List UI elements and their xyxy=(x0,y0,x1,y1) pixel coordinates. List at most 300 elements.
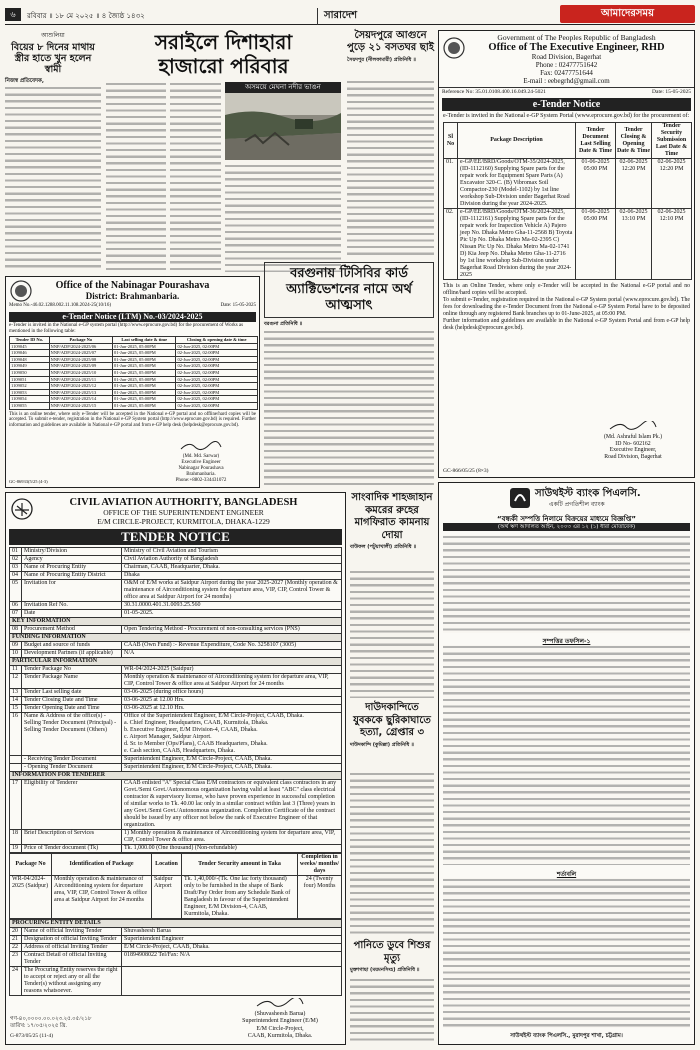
story-byline: বরগুনা প্রতিনিধি ॥ xyxy=(264,321,303,327)
story-headline: বিয়ের ৮ দিনের মাথায় স্ত্রীর হাতে খুন হলেন স্বামী xyxy=(11,42,95,75)
ad-office: OFFICE OF THE SUPERINTENDENT ENGINEER xyxy=(103,508,264,517)
cell-field: Tender Opening Date and Time xyxy=(22,705,122,713)
table-cell: 01-Jun-2025, 05:00PM xyxy=(113,350,176,357)
cell-field: Tender Package Name xyxy=(22,674,122,689)
story-body-mid xyxy=(170,82,221,272)
col-location: Location xyxy=(152,854,182,876)
table-cell: 1109046 xyxy=(10,350,50,357)
cell-value: Superintendent Engineer xyxy=(122,936,342,944)
table-row xyxy=(10,876,342,919)
table-row xyxy=(444,159,692,209)
cell-field: - Opening Tender Document xyxy=(22,764,122,772)
table-cell: 01-Jun-2025, 05:00PM xyxy=(113,363,176,370)
cell-no: 20 xyxy=(10,928,22,936)
col-header: Last selling date & time xyxy=(113,337,176,344)
cell-value: E/M Circle-Project, CAAB, Dhaka. xyxy=(122,944,342,952)
signer-id: ID No- 602162 xyxy=(615,440,651,447)
ad-gd-number: GC-866/05/25 (8×3) xyxy=(443,468,489,474)
table-row xyxy=(10,548,342,556)
table-cell: 02-Jun-2025, 02:00PM xyxy=(176,383,258,390)
story-headline-line-1: সরাইলে দিশাহারা xyxy=(154,30,293,54)
section-row xyxy=(10,634,342,642)
cell-no: 04 xyxy=(10,572,22,580)
ad-tender-table xyxy=(443,122,692,280)
story-body-right xyxy=(225,164,341,272)
cell-security: 02-06-2025 12:10 PM xyxy=(652,209,692,280)
cell-field: Date xyxy=(22,610,122,618)
story-body xyxy=(350,978,434,1045)
ad-footer-text: This is an online tender, where only e-Tender will be accepted in the National e-GP portal and no offline/hard copies will be accepted. To submit e-tender, registration in the National e-GP System portal (http://www.eprocure.gov.bd) is required. Further information and guidelines are available in National e-GP portal and from e-GP help desk (helpdesk@eprocure.gov.bd). xyxy=(9,411,256,429)
story-tcb xyxy=(264,262,434,488)
col-identification: Identification of Package xyxy=(52,854,152,876)
section-row xyxy=(10,772,342,780)
cell-completion: 24 (Twenty four) Months xyxy=(298,876,342,919)
story-drown xyxy=(350,940,434,1045)
cell-closing: 02-06-2025 12:20 PM xyxy=(616,159,652,209)
notice-body-2 xyxy=(443,645,690,865)
table-header xyxy=(10,337,258,344)
cell-value: Open Tendering Method - Procurement of non-consulting services (PNS) xyxy=(122,626,342,634)
table-row xyxy=(10,705,342,713)
ad-org-name: CIVIL AVIATION AUTHORITY, BANGLADESH xyxy=(69,497,298,508)
cell-value: Office of the Superintendent Engineer, E/M Circle-Project, CAAB, Dhaka. a. Chief Engineer, Headquarters, CAAB, Kurmitola, Dhaka. b. Executive Engineer, E/M Division-4, CAAB, Dhaka. c. Airport Manager, Saidpur Airport. d. Sr. to Member (Ops/Plans), CAAB Headquarters, Dhaka. e. Cash section, CAAB, Headquarters, Dhaka. xyxy=(122,713,342,756)
table-cell: 01-Jun-2025, 05:00PM xyxy=(113,396,176,403)
signer-name: (Md. Ashraful Islam Pk.) xyxy=(603,433,663,440)
section-name: সারাদেশ xyxy=(317,8,357,25)
table-row xyxy=(10,845,342,853)
table-cell: 1109049 xyxy=(10,363,50,370)
table-cell: 01-Jun-2025, 05:00PM xyxy=(113,376,176,383)
cell-no: 09 xyxy=(10,642,22,650)
cell-value: Dhaka xyxy=(122,572,342,580)
ad-division: Road Division, Bagerhat xyxy=(531,53,602,61)
ad-caab xyxy=(5,492,346,1045)
cell-field: Budget and source of funds xyxy=(22,642,122,650)
table-row xyxy=(10,402,258,409)
cell-sl: 02. xyxy=(444,209,458,280)
ad-title: e-Tender Notice xyxy=(442,98,691,111)
table-cell: 1109050 xyxy=(10,369,50,376)
cell-value: Superintendent Engineer, E/M Circle-Project, CAAB, Dhaka. xyxy=(122,764,342,772)
table-cell: 01-Jun-2025, 05:00PM xyxy=(113,343,176,350)
story-headline: পানিতে ডুবে শিশুর মৃত্যু xyxy=(353,940,431,964)
section-heading: FUNDING INFORMATION xyxy=(10,634,342,642)
table-row xyxy=(10,572,342,580)
section-heading: INFORMATION FOR TENDERER xyxy=(10,772,342,780)
cell-value: Ministry of Civil Aviation and Tourism xyxy=(122,548,342,556)
table-row xyxy=(10,650,342,658)
cell-no xyxy=(10,764,22,772)
signer-title: Executive Engineer xyxy=(181,460,221,465)
cell-value: Superintendent Engineer, E/M Circle-Project, CAAB, Dhaka. xyxy=(122,756,342,764)
ad-phone: Phone : 02477751642 xyxy=(535,61,598,69)
caab-logo-icon xyxy=(11,498,33,520)
table-row xyxy=(10,642,342,650)
ad-signature-block xyxy=(578,421,688,461)
gd-line-2: তারিখ: ১৭/০৫/২০২৫ খ্রি. xyxy=(10,1023,67,1029)
table-cell: NNP/ADP/2024-2025/10 xyxy=(49,369,112,376)
cell-value: 03-06-2025 at 12.10 Hrs. xyxy=(122,705,342,713)
ref-date: Date: 15-05-2025 xyxy=(652,89,691,95)
procuring-table xyxy=(9,919,342,996)
ad-intro: e-Tender is invited in the National e-GP System Portal (www.eprocure.gov.bd) for the procurement of: xyxy=(443,113,690,119)
table-row xyxy=(10,396,258,403)
cell-no: 01 xyxy=(10,548,22,556)
section-row xyxy=(10,920,342,928)
story-sarail xyxy=(106,30,341,272)
col-security: Tender Security amount in Taka xyxy=(182,854,298,876)
cell-value: Chairman, CAAB, Headquarter, Dhaka. xyxy=(122,564,342,572)
ad-gd-block xyxy=(10,1016,92,1040)
story-journalist xyxy=(350,492,434,698)
table-cell: 01-Jun-2025, 05:00PM xyxy=(113,402,176,409)
ad-title: TENDER NOTICE xyxy=(9,529,342,545)
cell-no: 18 xyxy=(10,830,22,845)
col-header: Tender ID No. xyxy=(10,337,50,344)
cell-no: 06 xyxy=(10,602,22,610)
package-table xyxy=(9,853,342,919)
cell-field: Tender Package No xyxy=(22,666,122,674)
cell-value: O&M of E/M works at Saidpur Airport during the year 2025-2027 (Monthly operation & maintenance of Airconditioning system for departure area, VIP, CIP, Control Tower & office area at Saidpur Airport for 24 months) xyxy=(122,580,342,602)
cell-no: 03 xyxy=(10,564,22,572)
table-cell: 02-Jun-2025, 02:00PM xyxy=(176,389,258,396)
table-row xyxy=(10,350,258,357)
table-cell: 02-Jun-2025, 02:00PM xyxy=(176,363,258,370)
cell-value: CAAB enlisted "A" Special Class E/M contractors or equivalent class contractors in any Govt./Semi Govt./Autonomous organization having valid at least "ABC" class electrical contractor & supervisory license, who have proven experience in successful completion of similar works to Tk. 40.00 lac only in a similar contract within last 3 (Three) years in any Govt./Semi Govt./Autonomous organization. Completion Certificate of the contract should be issued by any officer not below the rank of Executive Engineer of that organization. xyxy=(122,780,342,830)
cell-field: - Receiving Tender Document xyxy=(22,756,122,764)
notice-footer: সাউথইস্ট ব্যাংক পিএলসি., মুরাদপুর শাখা, চট্টগ্রাম। xyxy=(510,1033,623,1039)
cell-value: 01894908022 Tel/Fax: N/A xyxy=(122,952,342,967)
cell-value: Shuvasheesh Barua xyxy=(122,928,342,936)
cell-no: 08 xyxy=(10,626,22,634)
table-row xyxy=(10,830,342,845)
story-headline: দাউদকান্দিতে যুবককে ছুরিকাঘাতে হত্যা, গ্রেপ্তার ৩ xyxy=(353,702,431,738)
memo-number: Memo No.-46.02.1288.002.11.108.2024-25(10/16) xyxy=(9,303,112,308)
table-row xyxy=(10,952,342,967)
table-cell: 01-Jun-2025, 05:00PM xyxy=(113,369,176,376)
cell-no xyxy=(10,756,22,764)
cell-desc: e-GP/EE/BRD/Goods/OTM-35/2024-2025, (ID-1112160) Supplying Spare parts for the repair work for Equipment Spare Parts (A) Excavator 320-C. (B) Vibromax Soil Compactor-230 (Model-1102) by 1st line workshop Sub-Division under Bagerhat Road Division during the year 2024-2025. xyxy=(458,159,576,209)
cell-field: Eligibility of Tenderer xyxy=(22,780,122,830)
table-cell: NNP/ADP/2024-2025/14 xyxy=(49,396,112,403)
cell-no: 05 xyxy=(10,580,22,602)
cell-location: Saidpur Airport xyxy=(152,876,182,919)
page-number: ৬ xyxy=(5,8,21,21)
table-row xyxy=(10,564,342,572)
cell-field: Address of official Inviting Tender xyxy=(22,944,122,952)
cell-field: Procurement Method xyxy=(22,626,122,634)
story-body xyxy=(350,570,434,698)
notice-body-1 xyxy=(443,535,690,633)
table-row xyxy=(10,376,258,383)
table-cell: 1109054 xyxy=(10,396,50,403)
table-cell: 1109045 xyxy=(10,343,50,350)
cell-value: Tk. 1,000.00 (One thousand) (Non-refundable) xyxy=(122,845,342,853)
table-row xyxy=(10,756,342,764)
signer-title: Superintendent Engineer (E/M) xyxy=(242,1018,318,1025)
table-cell: 02-Jun-2025, 02:00PM xyxy=(176,402,258,409)
cell-no: 19 xyxy=(10,845,22,853)
section-row xyxy=(10,658,342,666)
ad-rhd xyxy=(438,30,695,478)
bank-name: সাউথইস্ট ব্যাংক পিএলসি. xyxy=(535,488,641,499)
cell-field: Name of official Inviting Tender xyxy=(22,928,122,936)
table-row xyxy=(10,967,342,996)
ad-email: E-mail : eebegrhd@gmail.com xyxy=(523,77,610,85)
table-cell: NNP/ADP/2024-2025/12 xyxy=(49,383,112,390)
table-row xyxy=(10,697,342,705)
table-cell: 1109048 xyxy=(10,356,50,363)
govt-seal-icon xyxy=(10,280,32,302)
cell-desc: e-GP/EE/BRD/Goods/OTM-36/2024-2025, (ID-1112161) Supplying Spare parts for the repair work for Inspection Vehicle A) Pajero jeep No. Dhaka Metro Gha-11-2568 B) Toyota Pic Up No. Dhaka Metro Ma-02-2395 C) Nissan Pic Up No. Dhaka Metro Ma-02-1741 D) Kia Jeep No. Dhaka Metro Gha-11-2716 by 1st line workshop Sub-Division under Bagerhat Road Division during the year 2024-2025 xyxy=(458,209,576,280)
section-heading: PARTICULAR INFORMATION xyxy=(10,658,342,666)
story-byline: বাউফল (পটুয়াখালী) প্রতিনিধি ॥ xyxy=(350,544,417,550)
table-row xyxy=(10,343,258,350)
cell-security: Tk. 1,40,000/-(Tk. One lac forty thousand) only to be furnished in the shape of Bank Draft/Pay Order from any Schedule Bank of Bangladesh in favour of the Superintendent Engineer, E/M Division-4, CAAB, Kurmitola, Dhaka. xyxy=(182,876,298,919)
cell-no: 13 xyxy=(10,689,22,697)
table-cell: NNP/ADP/2024-2025/11 xyxy=(49,376,112,383)
cell-field: Development Partners (if applicable) xyxy=(22,650,122,658)
cell-field: Name & Address of the office(s) -Selling Tender Document (Principal) -Selling Tender Document (Others) xyxy=(22,713,122,756)
cell-selling: 01-06-2025 05:00 PM xyxy=(576,209,616,280)
table-header xyxy=(10,854,342,876)
cell-no: 16 xyxy=(10,713,22,756)
table-header xyxy=(444,123,692,159)
story-body xyxy=(264,330,434,488)
col-header: Package No xyxy=(49,337,112,344)
cell-field: Ministry/Division xyxy=(22,548,122,556)
ad-office-name: Office of The Executive Engineer, RHD xyxy=(488,42,665,53)
table-cell: 1109055 xyxy=(10,402,50,409)
cell-no: 07 xyxy=(10,610,22,618)
ad-gov-line: Government of The Peoples Republic of Bangladesh xyxy=(497,33,656,42)
cell-field: Invitation Ref No. xyxy=(22,602,122,610)
table-cell: 1109051 xyxy=(10,376,50,383)
cell-field: Designation of official Inviting Tender xyxy=(22,936,122,944)
cell-value: 03-06-2025 at 12.00 Hrs. xyxy=(122,697,342,705)
table-cell: NNP/ADP/2024-2025/13 xyxy=(49,389,112,396)
ad-bank xyxy=(438,482,695,1045)
cell-no: 12 xyxy=(10,674,22,689)
table-cell: 02-Jun-2025, 02:00PM xyxy=(176,356,258,363)
govt-seal-icon xyxy=(443,37,465,59)
section-heading-terms: শর্তাবলি xyxy=(556,871,577,878)
ad-intro: e-Tender is invited in the National e-GP system portal (http://www.eprocure.gov.bd) for the procurement of Works as mentioned in the following table: xyxy=(9,323,244,334)
signature-mark xyxy=(608,421,658,431)
ad-circle: E/M CIRCLE-PROJECT, KURMITOLA, DHAKA-1229 xyxy=(97,517,270,526)
story-byline: নিজস্ব প্রতিবেদক, xyxy=(5,78,44,84)
table-row xyxy=(10,626,342,634)
table-cell: 01-Jun-2025, 05:00PM xyxy=(113,389,176,396)
table-cell: NNP/ADP/2024-2025/06 xyxy=(49,343,112,350)
gd-line-1: গণ-৪০,০০০০.০০.০২৩.২৫.০৫/২১৮ xyxy=(10,1016,92,1022)
ad-org-name: Office of the Nabinagar Pourashava xyxy=(55,280,210,291)
cell-field: Contract Detail of official Inviting Tender xyxy=(22,952,122,967)
signer-district: Brahmanbaria. xyxy=(186,472,216,477)
cell-no: 23 xyxy=(10,952,22,967)
cell-no: 15 xyxy=(10,705,22,713)
col-sl: Sl No xyxy=(444,123,458,159)
col-header: Closing & opening date & time xyxy=(176,337,258,344)
issue-date: রবিবার ॥ ১৮ মে ২০২৫ ॥ ৪ জ্যৈষ্ঠ ১৪৩২ xyxy=(27,12,145,20)
story-body xyxy=(347,80,434,258)
signer-office: E/M Circle-Project, xyxy=(256,1025,304,1032)
table-row xyxy=(10,764,342,772)
cell-no: 14 xyxy=(10,697,22,705)
cell-no: 02 xyxy=(10,556,22,564)
ad-signature-block xyxy=(151,441,251,484)
table-row xyxy=(444,209,692,280)
col-package-no: Package No xyxy=(10,854,52,876)
table-cell: 1109053 xyxy=(10,389,50,396)
table-row xyxy=(10,689,342,697)
section-row xyxy=(10,618,342,626)
table-cell: 02-Jun-2025, 02:00PM xyxy=(176,376,258,383)
table-row xyxy=(10,674,342,689)
section-heading-schedule: সম্পত্তির তফসিল-১ xyxy=(542,638,591,645)
cell-field: Price of Tender document (Tk) xyxy=(22,845,122,853)
ad-pourashava xyxy=(5,276,260,488)
table-row xyxy=(10,602,342,610)
ad-footer-text: This is an Online Tender, where only e-Tender will be accepted in the National e-GP portal and no offline/hard copies will be accepted. To submit e-Tender, registration required in the National e-GP System portal (www.eprocure.gov.bd). The fees for downloading the e-Tender Document from the National e-GP System Portal have to be deposited online through any registered Bank branches up to 01-June-2025, at 05:00 PM. Further information and guidelines are available in the National e-GP System Portal and from e-GP help desk (helpdesk@eprocure.gov.bd). xyxy=(443,283,690,331)
table-row xyxy=(10,363,258,370)
cell-selling: 01-06-2025 05:00 PM xyxy=(576,159,616,209)
table-cell: NNP/ADP/2024-2025/15 xyxy=(49,402,112,409)
col-completion: Completion in weeks/ months/ days xyxy=(298,854,342,876)
table-row xyxy=(10,369,258,376)
table-row xyxy=(10,389,258,396)
table-row xyxy=(10,383,258,390)
signer-name: (Md. Md. Sarwar) xyxy=(182,454,220,459)
table-cell: 02-Jun-2025, 02:00PM xyxy=(176,343,258,350)
cell-value: Civil Aviation Authority of Bangladesh xyxy=(122,556,342,564)
signer-location: CAAB, Kurmitola, Dhaka. xyxy=(247,1032,313,1039)
section-heading: PROCURING ENTITY DETAILS xyxy=(10,920,342,928)
story-headline-line-2: হাজারো পরিবার xyxy=(158,54,289,78)
notice-title: “বন্ধকী সম্পত্তি নিলামে বিক্রয়ের মাধ্যমে বিজ্ঞপ্তি” xyxy=(496,515,637,523)
ad-gd-number: GC-86933(5/25 (4-3) xyxy=(9,479,48,484)
story-body-left xyxy=(106,82,166,272)
ad-signature-block xyxy=(225,998,335,1040)
notice-subtitle: (অর্থ ঋণ আদালত আইন, ২০০৩ এর ১২ (১) ধারা মোতাবেক) xyxy=(443,523,690,531)
cell-sl: 01. xyxy=(444,159,458,209)
cell-value: 30.31.0000.401.31.0093.25.560 xyxy=(122,602,342,610)
section-heading: KEY INFORMATION xyxy=(10,618,342,626)
cell-value: 03-06-2025 (during office hours) xyxy=(122,689,342,697)
signer-name: (Shuvasheesh Barua) xyxy=(254,1011,306,1018)
story-body xyxy=(350,772,434,936)
ad-title: e-Tender Notice (LTM) No.-03/2024-2025 xyxy=(9,312,256,322)
ref-number: Reference No: 35.01.0108.400.16.049.24-5021 xyxy=(442,89,546,95)
bank-tagline: একটি প্রগতিশীল ব্যাংক xyxy=(549,501,605,508)
cell-closing: 02-06-2025 13:10 PM xyxy=(616,209,652,280)
col-selling: Tender Document Last Selling Date & Time xyxy=(576,123,616,159)
photo-caption: অসময়ে মেঘনা নদীর ভাঙন xyxy=(225,82,341,93)
story-byline: সৈয়দপুর (নীলফামারী) প্রতিনিধি ॥ xyxy=(347,57,416,63)
table-cell: NNP/ADP/2024-2025/07 xyxy=(49,350,112,357)
story-byline: মুক্তাগাছা (ময়মনসিংহ) প্রতিনিধি ॥ xyxy=(350,967,420,973)
cell-field: Name of Procuring Entity District xyxy=(22,572,122,580)
col-security: Tender Security Submission Last Date & Time xyxy=(652,123,692,159)
cell-value: WR-04/2024-2025 (Saidpur) xyxy=(122,666,342,674)
table-cell: NNP/ADP/2024-2025/09 xyxy=(49,363,112,370)
cell-no: 11 xyxy=(10,666,22,674)
ad-org-district: District: Brahmanbaria. xyxy=(85,291,180,301)
table-row xyxy=(10,356,258,363)
cell-field: Tender Closing Date and Time xyxy=(22,697,122,705)
ad-tender-table xyxy=(9,336,258,410)
cell-value: CAAB (Own Fund) :- Revenue Expenditure, Code No. 3258107 (3005) xyxy=(122,642,342,650)
story-headline: সাংবাদিক শাহজাহান কমরের রুহের মাগফিরাত কামনায় দোয়া xyxy=(351,492,433,541)
ad-tender-table xyxy=(9,547,342,853)
cell-no: 21 xyxy=(10,936,22,944)
table-row xyxy=(10,944,342,952)
story-fire xyxy=(347,30,434,258)
cell-identification: Monthly operation & maintenance of Airconditioning system for departure area, VIP, CIP, Control Tower & office area at Saidpur Airport for 24 months xyxy=(52,876,152,919)
story-headline: সৈয়দপুরে আগুনে পুড়ে ২১ বসতঘর ছাই xyxy=(347,30,434,53)
memo-date: Date: 15-05-2025 xyxy=(220,303,256,308)
cell-value: 01-05-2025. xyxy=(122,610,342,618)
table-row xyxy=(10,580,342,602)
bank-logo-icon xyxy=(509,487,531,509)
story-bride xyxy=(5,30,101,272)
cell-no: 17 xyxy=(10,780,22,830)
table-row xyxy=(10,928,342,936)
cell-no: 22 xyxy=(10,944,22,952)
cell-field: Tender Last selling date xyxy=(22,689,122,697)
story-stab xyxy=(350,702,434,936)
signature-mark xyxy=(255,998,305,1008)
table-row xyxy=(10,780,342,830)
cell-field: Name of Procuring Entity xyxy=(22,564,122,572)
col-desc: Package Description xyxy=(458,123,576,159)
gd-line-3: G-873/05/25 (11-4) xyxy=(10,1033,54,1039)
cell-field: Invitation for xyxy=(22,580,122,602)
cell-security: 02-06-2025 12:20 PM xyxy=(652,159,692,209)
signer-title: Executive Engineer, xyxy=(609,447,657,454)
masthead-logo: আমাদেরসময় xyxy=(560,5,695,23)
cell-value xyxy=(122,967,342,996)
story-byline: দাউদকান্দি (কুমিল্লা) প্রতিনিধি ॥ xyxy=(350,741,414,748)
cell-value: 1) Monthly operation & maintenance of Airconditioning system for departure area, VIP, CIP, Control Tower & office area. xyxy=(122,830,342,845)
cell-value: Monthly operation & maintenance of Airconditioning system for departure area, VIP, CIP, Control Tower & office area at Saidpur Airport for 24 months xyxy=(122,674,342,689)
table-cell: 02-Jun-2025, 02:00PM xyxy=(176,369,258,376)
cell-field: The Procuring Entity reserves the right to accept or reject any or all the Tender(s) without assigning any reasons whatsoever. xyxy=(22,967,122,996)
signer-office: Nabinagar Pourashava xyxy=(178,466,224,471)
river-bank-photo xyxy=(225,93,341,160)
notice-body-3 xyxy=(443,878,690,1028)
story-kicker: আশুলিয়া xyxy=(41,32,65,39)
cell-package-no: WR-04/2024-2025 (Saidpur) xyxy=(10,876,52,919)
col-closing: Tender Closing & Opening Date & Time xyxy=(616,123,652,159)
table-cell: 01-Jun-2025, 05:00PM xyxy=(113,356,176,363)
cell-value: N/A xyxy=(122,650,342,658)
table-cell: 01-Jun-2025, 05:00PM xyxy=(113,383,176,390)
signature-mark xyxy=(179,441,223,451)
signer-office: Road Division, Bagerhat xyxy=(604,454,662,461)
table-row xyxy=(10,936,342,944)
table-cell: NNP/ADP/2024-2025/08 xyxy=(49,356,112,363)
story-body xyxy=(5,86,101,272)
cell-no: 10 xyxy=(10,650,22,658)
table-row xyxy=(10,666,342,674)
table-row xyxy=(10,610,342,618)
cell-field: Brief Description of Services xyxy=(22,830,122,845)
table-cell: 1109052 xyxy=(10,383,50,390)
page-header xyxy=(5,4,695,25)
ad-fax: Fax: 02477751644 xyxy=(540,69,593,77)
river-photo-box xyxy=(225,82,341,160)
